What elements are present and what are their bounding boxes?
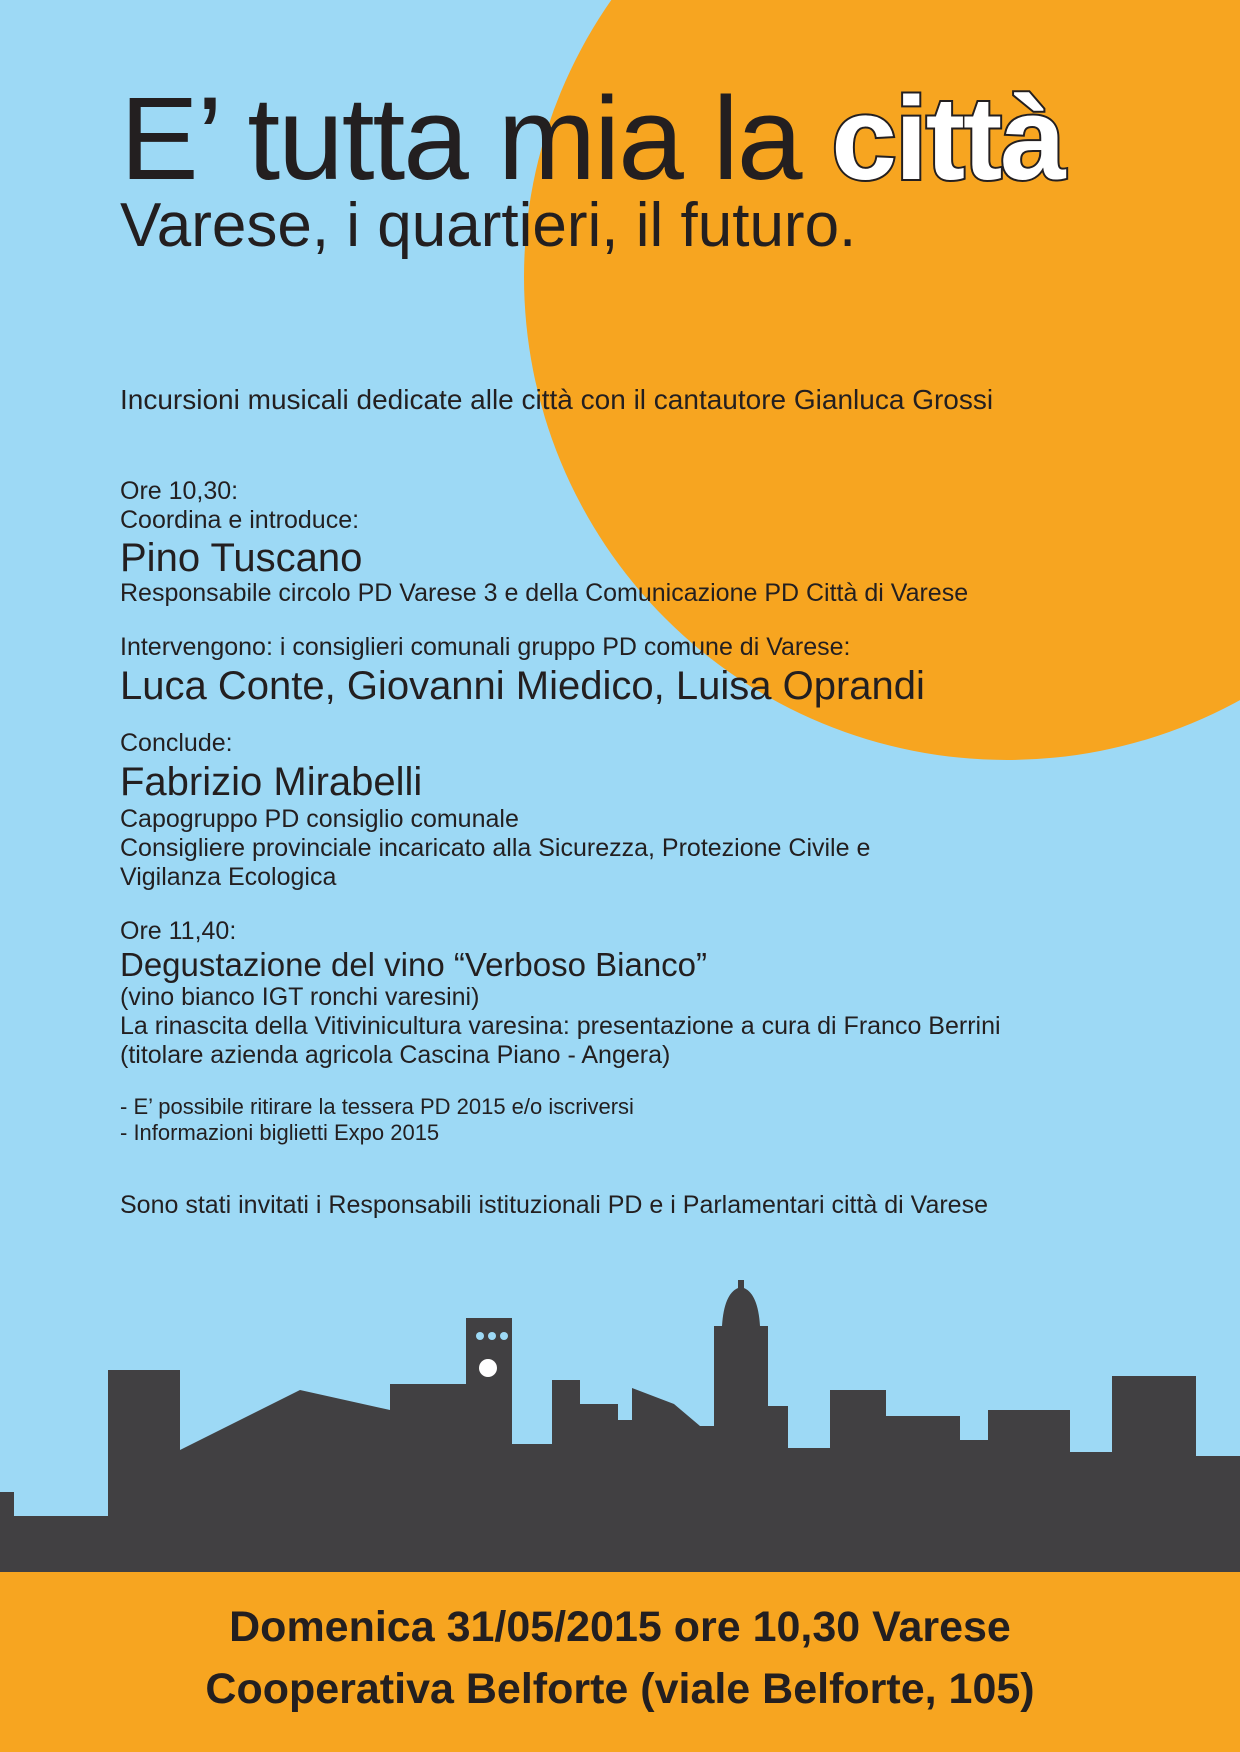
intro-text: Incursioni musicali dedicate alle città con il cantautore Gianluca Grossi — [120, 384, 994, 415]
tasting-title: Degustazione del vino “Verboso Bianco” — [120, 946, 708, 983]
coordinator-role: Responsabile circolo PD Varese 3 e della Comunicazione PD Città di Varese — [120, 579, 969, 607]
poster-subtitle: Varese, i quartieri, il futuro. — [120, 191, 857, 260]
tower-clock — [479, 1359, 497, 1377]
tasting-line-2: La rinascita della Vitivinicultura varesina: presentazione a cura di Franco Berrini — [120, 1012, 1001, 1040]
invited-text: Sono stati invitati i Responsabili istituzionali PD e i Parlamentari città di Varese — [120, 1191, 988, 1219]
city-skyline-illustration — [0, 1280, 1240, 1572]
event-footer-banner — [0, 1572, 1240, 1752]
skyline-silhouette — [0, 1280, 1240, 1572]
tower-window — [500, 1332, 508, 1340]
tasting-line-3: (titolare azienda agricola Cascina Piano - Angera) — [120, 1041, 671, 1069]
time-second: Ore 11,40: — [120, 917, 237, 945]
coordinator-name: Pino Tuscano — [120, 536, 363, 580]
title-part-2-highlight: città — [831, 73, 1064, 205]
note-item: - E’ possibile ritirare la tessera PD 2015 e/o iscriversi — [120, 1094, 634, 1119]
speakers-names: Luca Conte, Giovanni Miedico, Luisa Oprandi — [120, 664, 925, 708]
coordinator-label: Coordina e introduce: — [120, 506, 360, 534]
event-location: Cooperativa Belforte (viale Belforte, 105) — [205, 1665, 1035, 1713]
tower-window — [476, 1332, 484, 1340]
closing-name: Fabrizio Mirabelli — [120, 760, 423, 804]
time-first: Ore 10,30: — [120, 477, 239, 505]
closing-role-1: Capogruppo PD consiglio comunale — [120, 805, 519, 833]
note-item: - Informazioni biglietti Expo 2015 — [120, 1120, 440, 1145]
poster-title — [120, 73, 1064, 205]
closing-role-2: Consigliere provinciale incaricato alla Sicurezza, Protezione Civile e — [120, 834, 871, 862]
tower-window — [488, 1332, 496, 1340]
title-part-1: E’ tutta mia la — [120, 73, 801, 205]
tasting-line-1: (vino bianco IGT ronchi varesini) — [120, 983, 480, 1011]
closing-label: Conclude: — [120, 729, 233, 757]
closing-role-3: Vigilanza Ecologica — [120, 863, 337, 891]
speakers-label: Intervengono: i consiglieri comunali gruppo PD comune di Varese: — [120, 633, 851, 661]
event-date-time: Domenica 31/05/2015 ore 10,30 Varese — [229, 1603, 1011, 1651]
